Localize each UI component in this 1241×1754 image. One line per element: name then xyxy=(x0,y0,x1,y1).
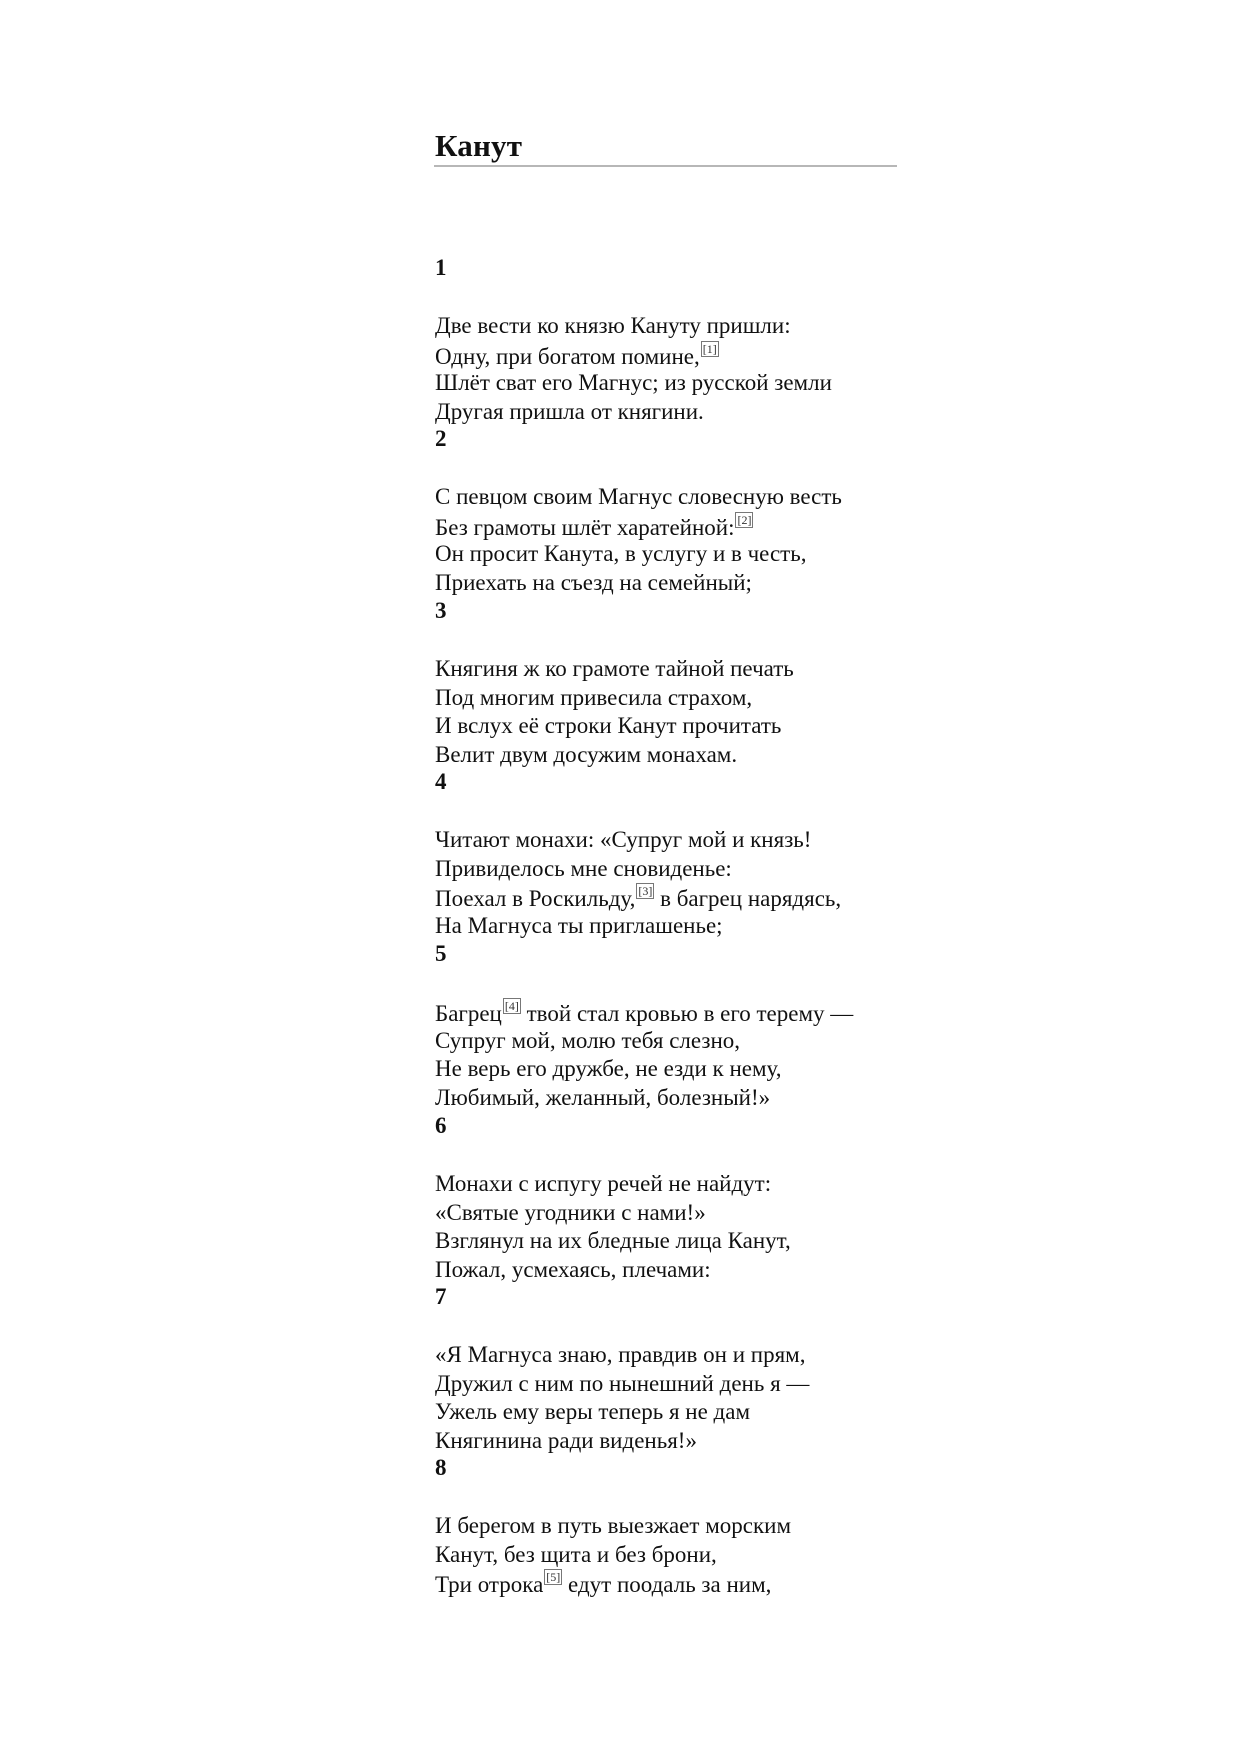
poem-title: Канут xyxy=(435,128,523,163)
poem-line-text: С певцом своим Магнус словесную весть xyxy=(435,484,842,509)
footnote-link[interactable]: [4] xyxy=(504,999,519,1013)
poem-line xyxy=(435,655,794,683)
poem-line xyxy=(435,1541,717,1569)
poem-line xyxy=(435,998,853,1028)
poem-line xyxy=(435,684,752,712)
poem-line-text: твой стал кровью в его терему — xyxy=(520,1001,854,1026)
poem-line xyxy=(435,1084,770,1112)
poem-line-text: Ужель ему веры теперь я не дам xyxy=(435,1399,751,1424)
poem-line-text: Супруг мой, молю тебя слезно, xyxy=(435,1028,741,1053)
poem-line xyxy=(435,512,753,542)
stanza-number: 8 xyxy=(435,1455,447,1480)
poem-line xyxy=(435,1370,809,1398)
poem-line-text: Три отрока xyxy=(435,1572,544,1597)
poem-line-text: Дружил с ним по нынешний день я — xyxy=(435,1371,810,1396)
poem-line xyxy=(435,369,832,397)
poem-line-text: Он просит Канута, в услугу и в честь, xyxy=(435,541,807,566)
stanza-number: 5 xyxy=(435,941,447,966)
poem-line-text: Не верь его дружбе, не езди к нему, xyxy=(435,1056,782,1081)
poem-line-text: Пожал, усмехаясь, плечами: xyxy=(435,1257,711,1282)
poem-line xyxy=(435,1055,781,1083)
poem-line xyxy=(435,1398,750,1426)
poem-line-text: Поехал в Роскильду, xyxy=(435,886,636,911)
poem-line-text: едут поодаль за ним, xyxy=(562,1572,772,1597)
poem-line xyxy=(435,341,719,371)
poem-line-text: Шлёт сват его Магнус; из русской земли xyxy=(435,370,832,395)
poem-line-text: На Магнуса ты приглашенье; xyxy=(435,913,723,938)
poem-line-text: Другая пришла от княгини. xyxy=(435,399,704,424)
footnote-link[interactable]: [2] xyxy=(737,513,752,527)
footnote-link[interactable]: [3] xyxy=(638,884,653,898)
poem-line xyxy=(435,483,842,511)
poem-line-text: Привиделось мне сновиденье: xyxy=(435,856,732,881)
poem-line-text: Любимый, желанный, болезный!» xyxy=(435,1085,771,1110)
poem-line xyxy=(435,1427,697,1455)
poem-line-text: Велит двум досужим монахам. xyxy=(435,742,738,767)
poem-line-text: Взглянул на их бледные лица Канут, xyxy=(435,1228,791,1253)
footnote-link[interactable]: [1] xyxy=(702,342,717,356)
poem-line xyxy=(435,1227,791,1255)
stanza-number: 6 xyxy=(435,1113,447,1138)
poem-line xyxy=(435,312,791,340)
poem-line xyxy=(435,826,811,854)
poem-line-text: Княгинина ради виденья!» xyxy=(435,1428,697,1453)
poem-line xyxy=(435,1199,706,1227)
poem-line xyxy=(435,1027,740,1055)
poem-line-text: «Святые угодники с нами!» xyxy=(435,1200,706,1225)
poem-line-text: Две вести ко князю Кануту пришли: xyxy=(435,313,791,338)
poem-line-text: И берегом в путь выезжает морским xyxy=(435,1513,791,1538)
poem-line xyxy=(435,1170,771,1198)
poem-line xyxy=(435,912,723,940)
poem-line-text: Монахи с испугу речей не найдут: xyxy=(435,1171,772,1196)
poem-line-text: Под многим привесила страхом, xyxy=(435,685,753,710)
poem-line-text: Одну, при богатом помине, xyxy=(435,344,700,369)
poem-line-text: «Я Магнуса знаю, правдив он и прям, xyxy=(435,1342,806,1367)
poem-line-text: Багрец xyxy=(435,1001,502,1026)
stanza-number: 1 xyxy=(435,255,447,280)
poem-line xyxy=(435,1341,805,1369)
poem-line-text: Приехать на съезд на семейный; xyxy=(435,570,752,595)
poem-line-text: Княгиня ж ко грамоте тайной печать xyxy=(435,656,794,681)
stanza-number: 7 xyxy=(435,1284,447,1309)
poem-line-text: Канут, без щита и без брони, xyxy=(435,1542,717,1567)
poem-line xyxy=(435,1256,711,1284)
poem-line xyxy=(435,1512,791,1540)
poem-line-text: в багрец нарядясь, xyxy=(654,886,842,911)
poem-line xyxy=(435,712,781,740)
poem-line xyxy=(435,569,752,597)
footnote-link[interactable]: [5] xyxy=(546,1570,561,1584)
stanza-number: 3 xyxy=(435,598,447,623)
poem-line xyxy=(435,883,841,913)
poem-line-text: Читают монахи: «Супруг мой и князь! xyxy=(435,827,812,852)
title-underline xyxy=(434,165,897,167)
poem-line xyxy=(435,855,732,883)
poem-line xyxy=(435,398,704,426)
poem-line-text: И вслух её строки Канут прочитать xyxy=(435,713,782,738)
poem-line xyxy=(435,1569,771,1599)
stanza-number: 2 xyxy=(435,426,447,451)
poem-line xyxy=(435,741,737,769)
poem-line-text: Без грамоты шлёт харатейной: xyxy=(435,515,735,540)
poem-line xyxy=(435,540,806,568)
stanza-number: 4 xyxy=(435,769,447,794)
